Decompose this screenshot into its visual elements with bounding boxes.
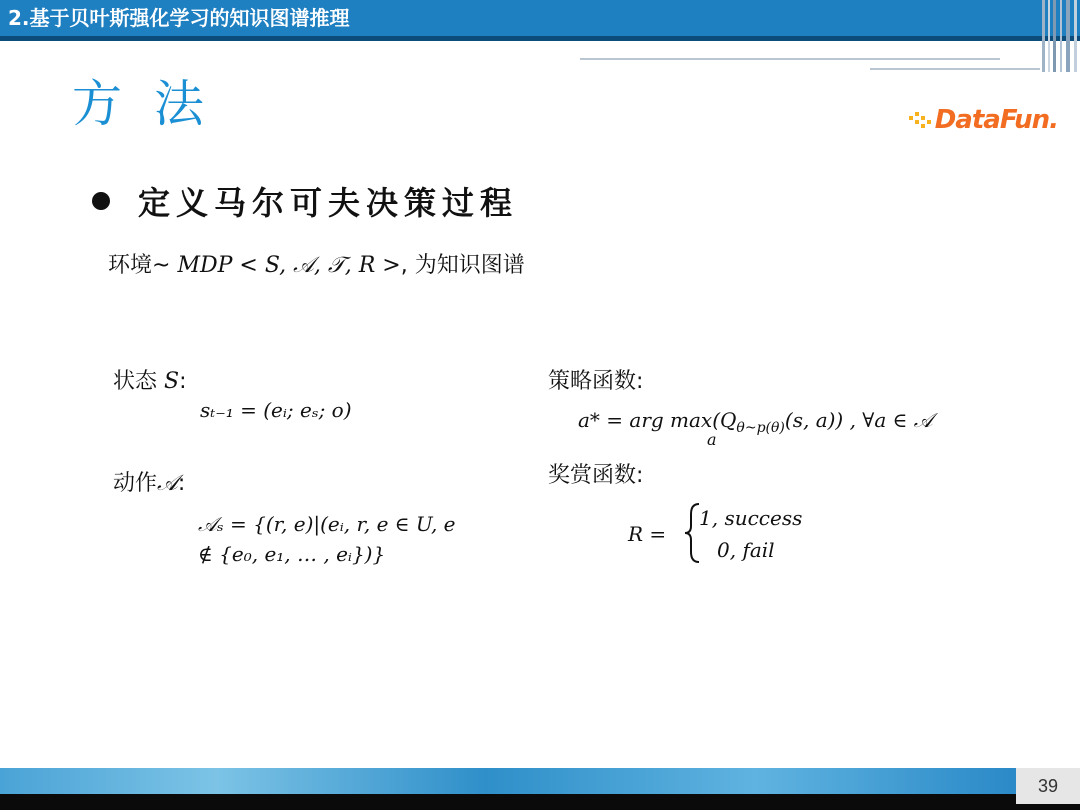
bullet-dot-icon	[92, 192, 110, 210]
top-bar-stripe	[0, 36, 1080, 41]
state-formula: sₜ₋₁ = (eᵢ; eₛ; o)	[200, 398, 352, 422]
environment-line	[108, 248, 525, 279]
action-colon: :	[177, 471, 186, 496]
section-title: 2.基于贝叶斯强化学习的知识图谱推理	[8, 6, 350, 30]
action-formula-line2: ∉ {e₀, e₁, … , eᵢ})}	[198, 542, 386, 566]
action-label: 动作	[113, 471, 158, 496]
decorative-line-lower	[870, 68, 1040, 70]
datafun-logo	[909, 100, 1058, 140]
environment-prefix: 环境~	[108, 253, 178, 278]
page-number: 39	[1037, 776, 1059, 796]
bullet-item	[92, 178, 518, 224]
reward-lhs: R =	[628, 522, 667, 546]
action-symbol: 𝒜	[157, 471, 178, 496]
reward-case-success: 1, success	[699, 506, 803, 530]
state-symbol: S	[164, 369, 180, 394]
footer-black-strip	[0, 794, 1080, 810]
policy-formula-main: a* = arg max(Q	[578, 408, 737, 432]
policy-max-subscript: a	[707, 430, 717, 449]
action-formula-line1: 𝒜ₛ = {(r, e)|(eᵢ, r, e ∈ U, e	[198, 512, 456, 536]
reward-label: 奖赏函数:	[548, 463, 644, 488]
reward-case-fail: 0, fail	[717, 538, 775, 562]
logo-dots-icon	[909, 110, 931, 130]
policy-formula-subscript: θ~p(θ)	[736, 420, 785, 436]
state-colon: :	[179, 369, 187, 394]
bullet-text: 定义马尔可夫决策过程	[138, 184, 519, 222]
decorative-line-upper	[580, 58, 1000, 60]
environment-suffix: , 为知识图谱	[400, 253, 525, 278]
slide-heading: 方 法	[72, 75, 212, 133]
policy-formula-rest: (s, a)) , ∀a ∈ 𝒜	[784, 408, 933, 432]
action-label-row	[113, 466, 185, 497]
state-label: 状态	[113, 369, 164, 394]
environment-formula: MDP < S, 𝒜, 𝒯, R >	[177, 253, 401, 278]
logo-text: DataFun.	[934, 105, 1058, 135]
state-label-row	[113, 364, 187, 395]
footer-band	[0, 768, 1080, 794]
decorative-vertical-lines	[1040, 0, 1080, 72]
policy-label: 策略函数:	[548, 369, 644, 394]
policy-formula	[578, 408, 933, 436]
